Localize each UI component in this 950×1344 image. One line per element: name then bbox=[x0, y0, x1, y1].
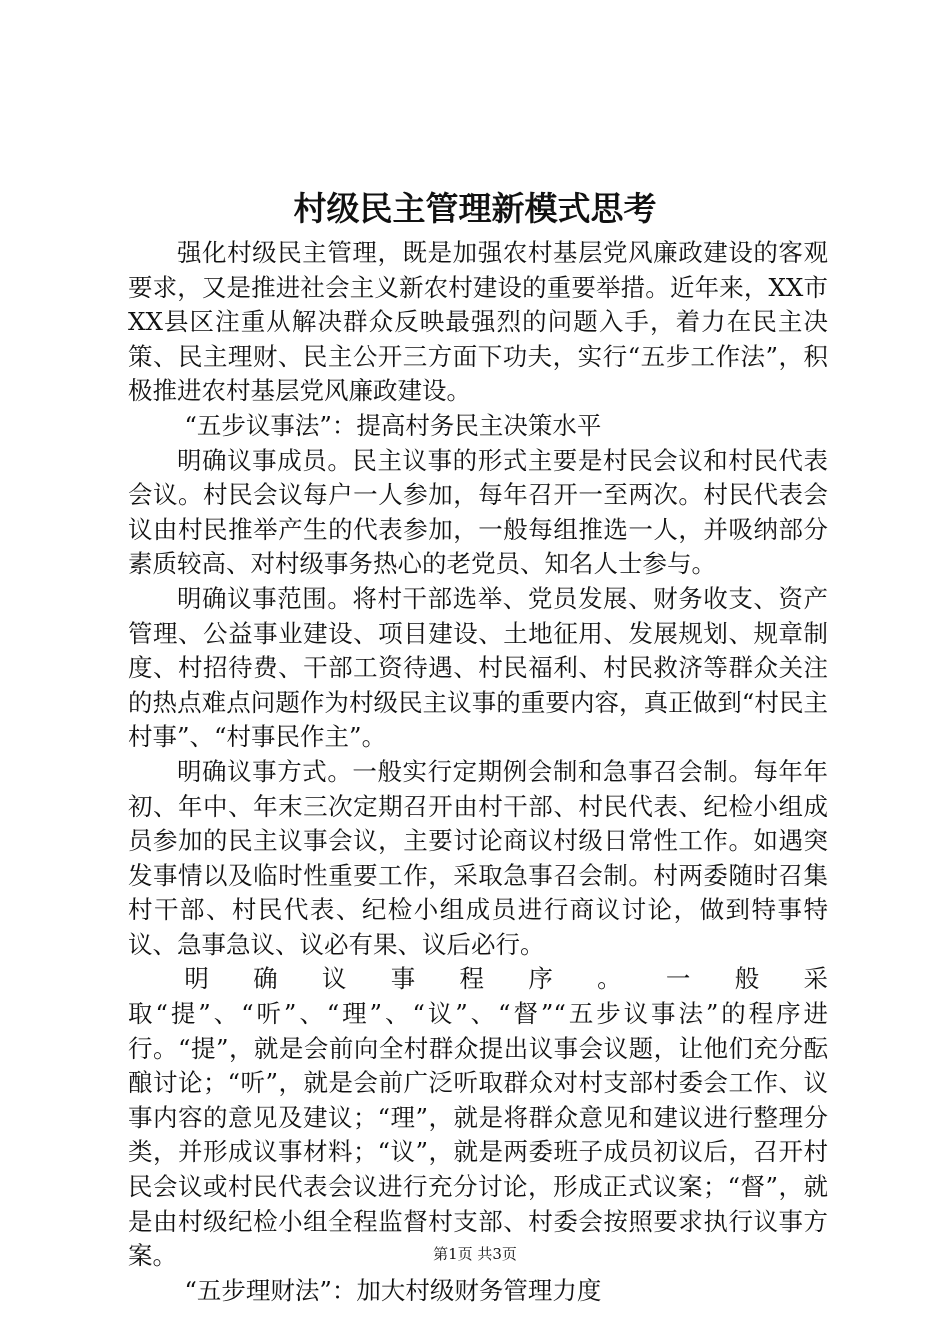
section-heading-2: “五步理财法”：加大村级财务管理力度 bbox=[184, 1275, 602, 1305]
paragraph-procedure: 明确议事程序。一般采取“提”、“听”、“理”、“议”、“督”“五步议事法”的程序进行。“提”，就是会前向全村群众提出议事会议题，让他们充分酝酿讨论；“听”，就是会前广泛听取群众对村支部村委会工作、议事内容的意见及建议；“理”，就是将群众意见和建议进行整理分类，并形成议事材料；“议”，就是两委班子成员初议后，召开村民会议或村民代表会议进行充分讨论，形成正式议案；“督”，就是由村级纪检小组全程监督村支部、村委会按照要求执行议事方案。 bbox=[128, 964, 828, 1271]
document-title: 村级民主管理新模式思考 bbox=[293, 189, 657, 228]
paragraph-intro: 强化村级民主管理，既是加强农村基层党风廉政建设的客观要求，又是推进社会主义新农村建设的重要举措。近年来，XX市XX县区注重从解决群众反映最强烈的问题入手，着力在民主决策、民主理财、民主公开三方面下功夫，实行“五步工作法”，积极推进农村基层党风廉政建设。 bbox=[128, 238, 828, 406]
document-body bbox=[128, 236, 828, 1308]
section-heading-1: “五步议事法”：提高村务民主决策水平 bbox=[184, 410, 602, 440]
page-footer: 第1页 共3页 bbox=[433, 1245, 517, 1263]
paragraph-members: 明确议事成员。民主议事的形式主要是村民会议和村民代表会议。村民会议每户一人参加，每年召开一至两次。村民代表会议由村民推举产生的代表参加，一般每组推选一人，并吸纳部分素质较高、对村级事务热心的老党员、知名人士参与。 bbox=[128, 445, 828, 579]
paragraph-method: 明确议事方式。一般实行定期例会制和急事召会制。每年年初、年中、年末三次定期召开由村干部、村民代表、纪检小组成员参加的民主议事会议，主要讨论商议村级日常性工作。如遇突发事情以及临时性重要工作，采取急事召会制。村两委随时召集村干部、村民代表、纪检小组成员进行商议讨论，做到特事特议、急事急议、议必有果、议后必行。 bbox=[128, 756, 828, 959]
paragraph-scope: 明确议事范围。将村干部选举、党员发展、财务收支、资产管理、公益事业建设、项目建设、土地征用、发展规划、规章制度、村招待费、干部工资待遇、村民福利、村民救济等群众关注的热点难点问题作为村级民主议事的重要内容，真正做到“村民主村事”、“村事民作主”。 bbox=[128, 583, 828, 752]
